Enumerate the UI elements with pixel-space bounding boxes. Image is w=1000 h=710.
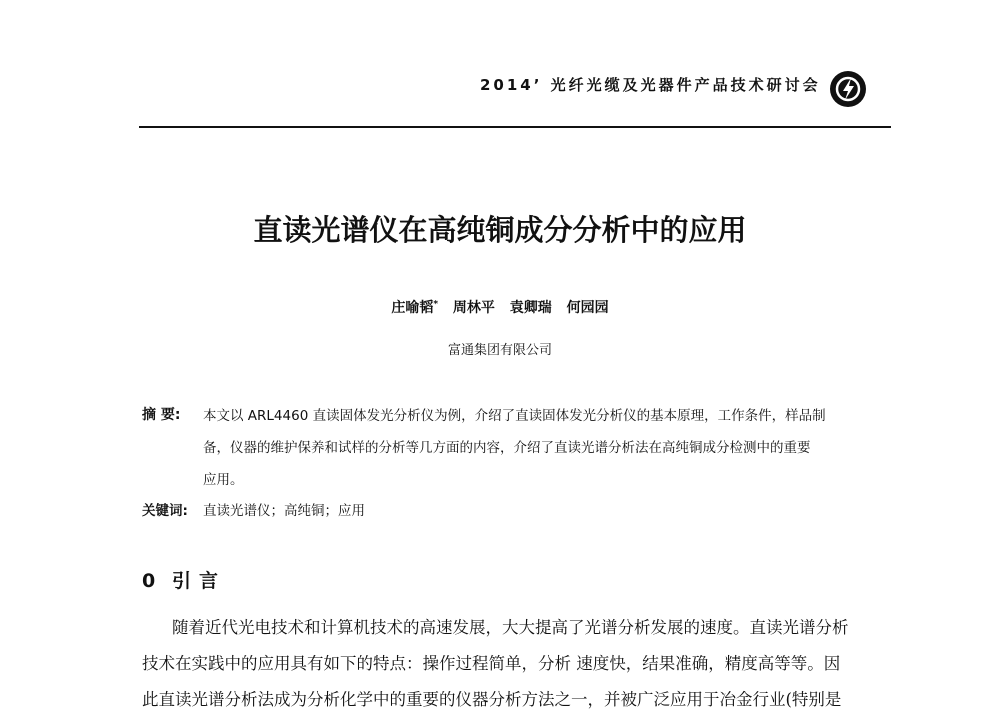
- paragraph-line: 技术在实践中的应用具有如下的特点：操作过程简单，分析 速度快，结果准确，精度高等等。因: [142, 654, 841, 673]
- paragraph-line: 随着近代光电技术和计算机技术的高速发展，大大提高了光谱分析发展的速度。直读光谱分析: [172, 618, 849, 637]
- conference-header: 2014’ 光纤光缆及光器件产品技术研讨会: [480, 76, 821, 94]
- abstract-line: 备，仪器的维护保养和试样的分析等几方面的内容，介绍了直读光谱分析法在高纯铜成分检测中的重要: [203, 440, 811, 456]
- conference-logo-icon: [828, 69, 868, 109]
- author-name: 庄喻韬*: [391, 299, 439, 316]
- abstract-line: 应用。: [203, 472, 244, 488]
- keywords-label: 关键词:: [142, 503, 188, 519]
- author-name: 周林平: [452, 300, 495, 316]
- header-divider: [139, 126, 891, 128]
- author-name: 何园园: [566, 300, 609, 316]
- paper-title: 直读光谱仪在高纯铜成分分析中的应用: [253, 213, 747, 247]
- abstract-line: 本文以 ARL4460 直读固体发光分析仪为例，介绍了直读固体发光分析仪的基本原理，工作条件，样品制: [203, 408, 826, 424]
- section-number: 0: [142, 570, 156, 592]
- author-mark: *: [433, 299, 439, 310]
- affiliation: 富通集团有限公司: [447, 343, 552, 358]
- section-title: 引言: [172, 570, 227, 592]
- abstract-label: 摘 要:: [142, 407, 181, 423]
- paragraph-line: 此直读光谱分析法成为分析化学中的重要的仪器分析方法之一，并被广泛应用于冶金行业(特别是: [142, 690, 842, 709]
- author-name: 袁卿瑞: [509, 300, 552, 316]
- author-list: [0, 297, 1000, 317]
- keywords-text: 直读光谱仪；高纯铜；应用: [203, 503, 365, 519]
- section-heading: [142, 566, 226, 593]
